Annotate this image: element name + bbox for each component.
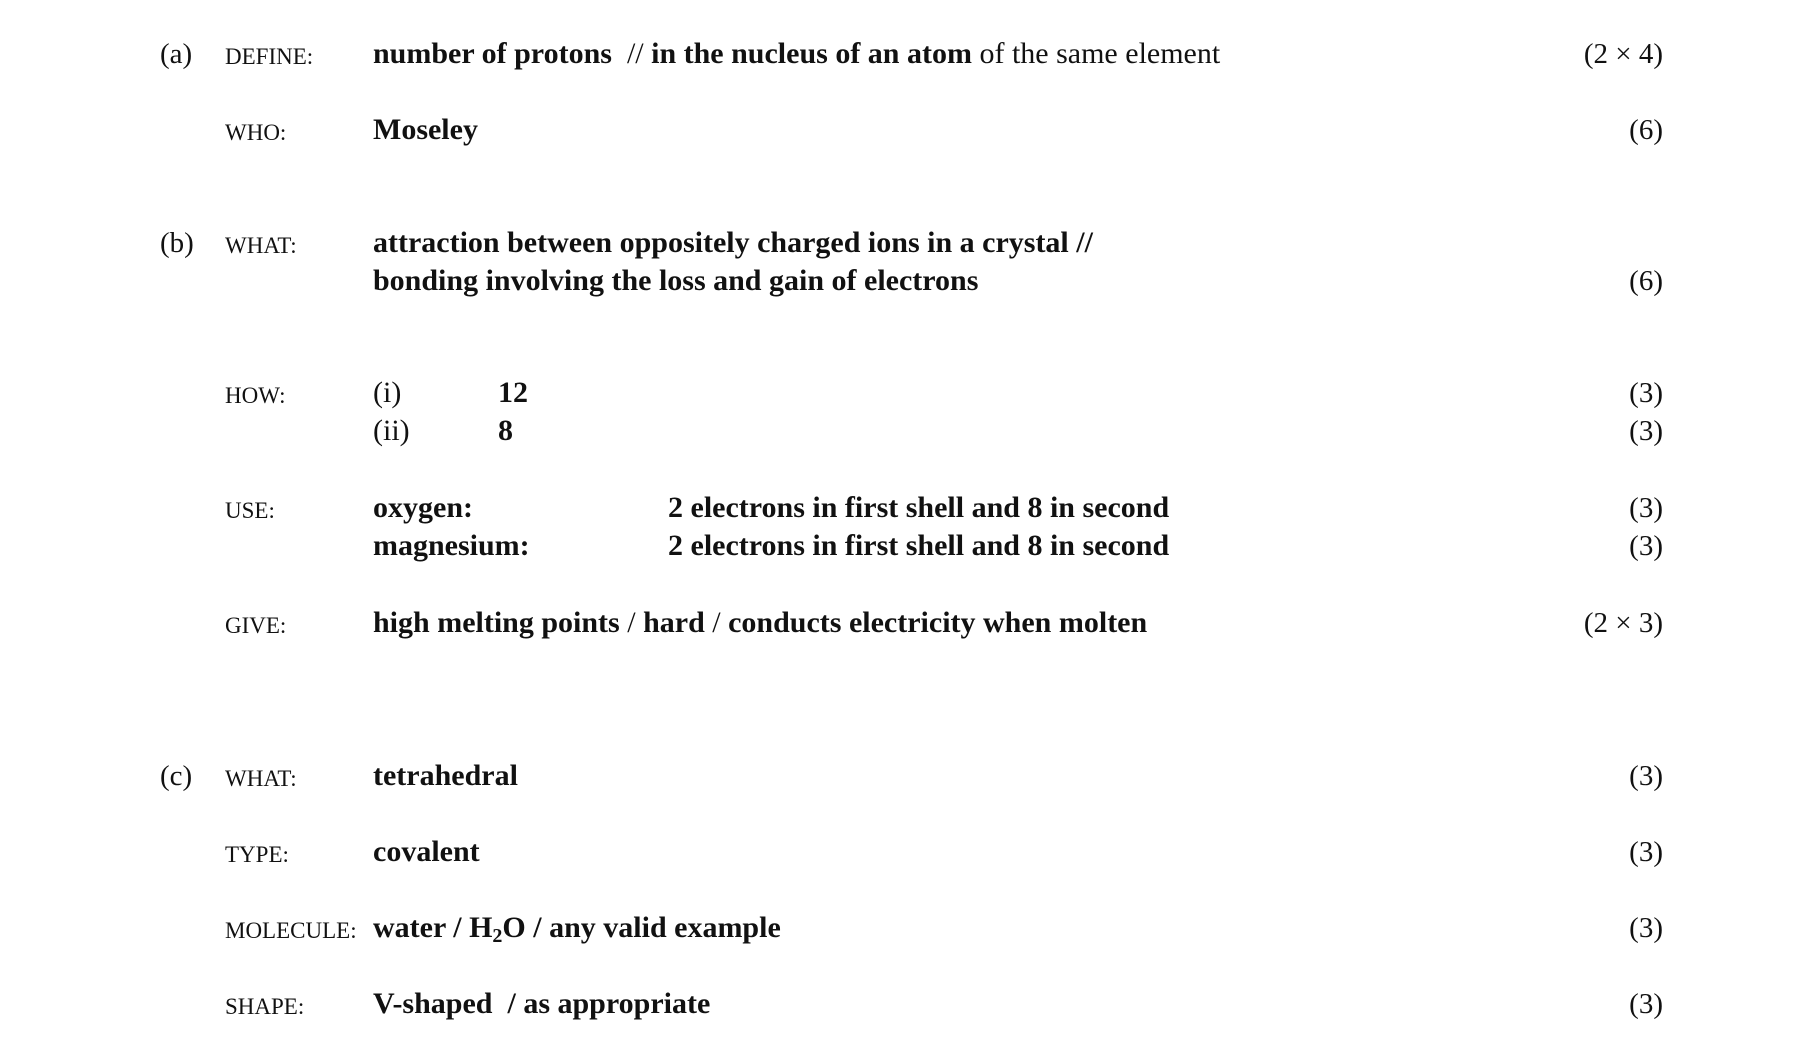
- define-answer: number of protons // in the nucleus of an atom of the same element: [373, 37, 1221, 70]
- b-what-line1: attraction between oppositely charged ions in a crystal //: [373, 226, 1093, 259]
- row-b-how: [0, 373, 1818, 453]
- who-answer: Moseley: [373, 113, 478, 146]
- row-c-shape: [0, 984, 1818, 1024]
- define-label: DEFINE:: [225, 44, 314, 69]
- molecule-marks: (3): [1629, 912, 1663, 944]
- how-item-1-num: (i): [373, 376, 402, 409]
- how-item-1-value: 12: [498, 376, 528, 409]
- how-item-2-num: (ii): [373, 414, 410, 447]
- use-item-1-marks: (3): [1629, 492, 1663, 524]
- part-c-label: (c): [160, 760, 193, 792]
- row-c-what: [0, 756, 1818, 796]
- molecule-label: MOLECULE:: [225, 918, 357, 943]
- use-label: USE:: [225, 498, 275, 523]
- who-label: WHO:: [225, 120, 287, 145]
- use-item-2-marks: (3): [1629, 530, 1663, 562]
- how-label: HOW:: [225, 383, 286, 408]
- use-item-1-element: oxygen:: [373, 491, 473, 524]
- use-item-2-element: magnesium:: [373, 529, 530, 562]
- row-b-give: [0, 603, 1818, 643]
- give-answer: high melting points / hard / conducts electricity when molten: [373, 606, 1148, 639]
- how-item-1-marks: (3): [1629, 377, 1663, 409]
- row-b-use: [0, 488, 1818, 568]
- give-label: GIVE:: [225, 613, 287, 638]
- define-marks: (2 × 4): [1583, 38, 1663, 70]
- row-a-define: [0, 34, 1818, 74]
- molecule-answer: water / $H_2O$ / any valid example: [373, 911, 781, 947]
- b-what-label: WHAT:: [225, 233, 297, 258]
- use-item-1-config: 2 electrons in first shell and 8 in second: [668, 491, 1170, 524]
- row-b-what: [0, 223, 1818, 303]
- how-item-2-value: 8: [498, 414, 513, 447]
- type-label: TYPE:: [225, 842, 289, 867]
- how-item-2-marks: (3): [1629, 415, 1663, 447]
- row-c-molecule: [0, 908, 1818, 948]
- c-what-label: WHAT:: [225, 766, 297, 791]
- part-b-label: (b): [160, 227, 194, 259]
- type-marks: (3): [1629, 836, 1663, 868]
- who-marks: (6): [1629, 114, 1663, 146]
- b-what-marks: (6): [1629, 265, 1663, 297]
- part-a-label: (a): [160, 38, 193, 70]
- type-answer: covalent: [373, 835, 480, 868]
- give-marks: (2 × 3): [1583, 607, 1663, 639]
- shape-answer: V-shaped / as appropriate: [373, 987, 711, 1020]
- shape-marks: (3): [1629, 988, 1663, 1020]
- b-what-line2: bonding involving the loss and gain of electrons: [373, 264, 979, 297]
- c-what-marks: (3): [1629, 760, 1663, 792]
- shape-label: SHAPE:: [225, 994, 305, 1019]
- row-c-type: [0, 832, 1818, 872]
- row-a-who: [0, 110, 1818, 150]
- use-item-2-config: 2 electrons in first shell and 8 in second: [668, 529, 1170, 562]
- c-what-answer: tetrahedral: [373, 759, 518, 792]
